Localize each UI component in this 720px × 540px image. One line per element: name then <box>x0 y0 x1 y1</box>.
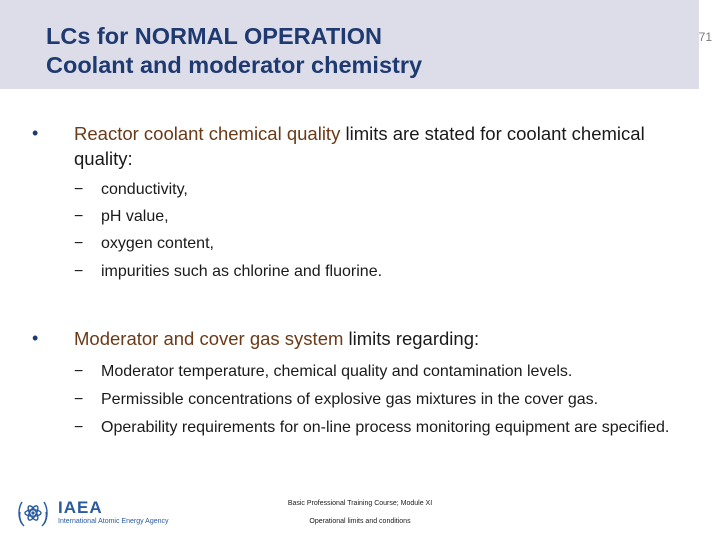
iaea-atom-emblem-icon <box>14 494 52 532</box>
bullet-marker: • <box>32 328 39 348</box>
bullet-highlight: Moderator and cover gas system <box>74 328 344 349</box>
sub-item-text: pH value, <box>101 208 169 225</box>
logo-subtitle: International Atomic Energy Agency <box>58 518 169 525</box>
bullet-rest: limits regarding: <box>343 328 480 349</box>
footer-course: Basic Professional Training Course; Module XI <box>287 500 433 507</box>
sub-item-text: Moderator temperature, chemical quality and contamination levels. <box>101 363 573 380</box>
sub-item-dash: − <box>74 208 84 225</box>
sub-item-dash: − <box>74 391 84 408</box>
iaea-logo <box>14 494 184 532</box>
bullet-marker: • <box>32 123 39 143</box>
bullet-text <box>74 326 674 351</box>
sub-item-text: conductivity, <box>101 181 188 198</box>
bullet-text <box>74 121 674 171</box>
footer-topic: Operational limits and conditions <box>309 518 411 525</box>
sub-item-dash: − <box>74 181 84 198</box>
sub-item-text: impurities such as chlorine and fluorine. <box>101 263 383 280</box>
sub-item-dash: − <box>74 263 84 280</box>
slide-number: 71 <box>698 30 712 44</box>
logo-name: IAEA <box>58 498 103 517</box>
slide-title-line-1: LCs for NORMAL OPERATION <box>46 23 382 49</box>
bullet-highlight: Reactor coolant chemical quality <box>74 123 341 144</box>
sub-item-dash: − <box>74 363 84 380</box>
bullet-rest: limits are stated for coolant chemical quality: <box>74 123 645 169</box>
sub-item-dash: − <box>74 419 84 436</box>
slide-title-line-2: Coolant and moderator chemistry <box>46 52 423 78</box>
sub-item-dash: − <box>74 235 84 252</box>
sub-item-text: Permissible concentrations of explosive gas mixtures in the cover gas. <box>101 391 599 408</box>
sub-item-text: Operability requirements for on-line process monitoring equipment are specified. <box>101 419 670 436</box>
sub-item-text: oxygen content, <box>101 235 214 252</box>
